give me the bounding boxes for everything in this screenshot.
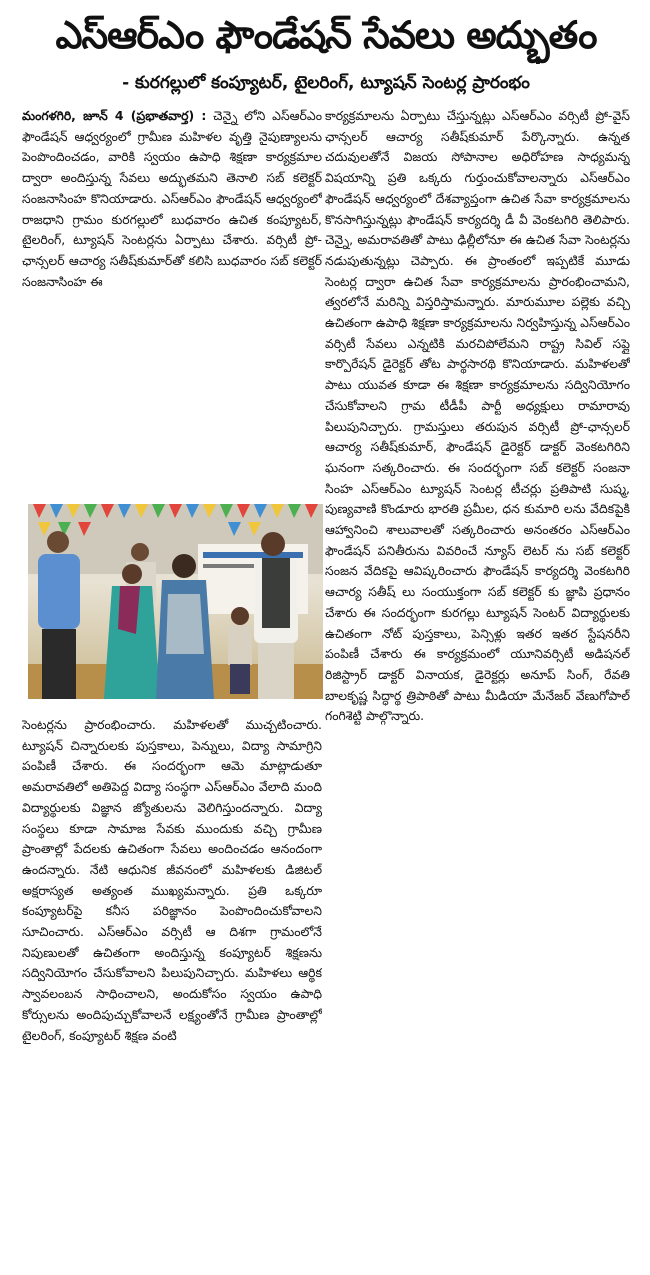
article-columns xyxy=(22,106,630,1275)
left-top-body: చెన్నై లోని ఎస్ఆర్ఎం ఫౌండేషన్ ఆధ్వర్యంలో గ్రామీణ మహిళల వృత్తి నైపుణ్యాలను పెంపొందించడం, వారికి స్వయం ఉపాధి శిక్షణా కార్యక్రమాల ద్వారా అందిస్తున్న సేవలు అద్భుతమని తెనాలి సబ్ కలెక్టర్ సంజనాసింహ కొనియాడారు. ఎస్ఆర్ఎం ఫౌండేషన్ ఆధ్వర్యంలో రాజధాని గ్రామం కురగల్లులో బుధవారం ఉచిత కంప్యూటర్, టైలరింగ్, ట్యూషన్ సెంటర్లను ఏర్పాటు చేశారు. వర్సిటీ ప్రో-ఛాన్సలర్ ఆచార్య సతీష్‌కుమార్‌తో కలిసి బుధవారం సబ్ కలెక్టర్ సంజనాసింహ ఈ xyxy=(22,108,322,289)
dateline: మంగళగిరి, జూన్ 4 (ప్రభాతవార్త) : xyxy=(22,108,207,123)
person-1 xyxy=(38,531,80,699)
subheadline: - కురగల్లులో కంప్యూటర్, టైలరింగ్, ట్యూషన్ సెంటర్ల ప్రారంభం xyxy=(122,73,530,93)
article-photo xyxy=(28,504,323,699)
left-column xyxy=(22,106,322,1275)
left-column-bottom-text: సెంటర్లను ప్రారంభించారు. మహిళలతో ముచ్చటించారు. ట్యూషన్ చిన్నారులకు పుస్తకాలు, పెన్నులు, విద్యా సామాగ్రిని పంపిణీ చేశారు. ఈ సందర్భంగా ఆమె మాట్లాడుతూ అమరావతిలో అతిపెద్ద విద్యా సంస్థగా ఎస్ఆర్ఎం వేలాది మంది విద్యార్థులకు విజ్ఞాన జ్యోతులను వెలిగిస్తుందన్నారు. విద్యా సంస్థలు కూడా సామాజ సేవకు ముందుకు వచ్చి గ్రామీణ ప్రాంతాల్లో పేదలకు ఉచితంగా సేవలు అందించడం ఆనందంగా ఉందన్నారు. నేటి ఆధునిక జీవనంలో మహిళలకు డిజిటల్ అక్షరాస్యత అత్యంత ముఖ్యమన్నారు. ప్రతి ఒక్కరూ కంప్యూటర్‌పై కనీస పరిజ్ఞానం పెంపొందించుకోవాలని సూచించారు. ఎస్ఆర్ఎం వర్సిటీ ఆ దిశగా గ్రామంలోనే నిపుణులతో ఉచితంగా అందిస్తున్న కంప్యూటర్ శిక్షణను సద్వినియోగం చేసుకోవాలని పిలుపునిచ్చారు. మహిళలు ఆర్థిక స్వావలంబన సాధించాలని, అందుకోసం స్వయం ఉపాధి కోర్సులను అందిపుచ్చుకోవాలనే లక్ష్యంతోనే గ్రామీణ ప్రాంతాల్లో టైలరింగ్, కంప్యూటర్ శిక్షణ వంటి xyxy=(22,717,322,1043)
newspaper-clipping xyxy=(0,6,650,1173)
left-column-top-text xyxy=(22,106,322,494)
right-column-text: కార్యక్రమాలను ఏర్పాటు చేస్తున్నట్లు ఎస్ఆర్ఎం వర్సిటీ ప్రో-వైస్ ఛాన్సలర్ ఆచార్య సతీష్‌కుమార్ పేర్కొన్నారు. ఉన్నత చదువులతోనే విజయ సోపానాల అధిరోహణ సాధ్యమన్న విషయాన్ని ప్రతి ఒక్కరు గుర్తుంచుకోవాలన్నారు ఎస్ఆర్ఎం ఫౌండేషన్ ఆధ్వర్యంలో దేశవ్యాప్తంగా ఉచిత సేవా కార్యక్రమాలను కొనసాగిస్తున్నట్లు ఫౌండేషన్ కార్యదర్శి డీ వీ వెంకటగిరి తెలిపారు. చెన్నై, అమరావతితో పాటు ఢిల్లీలోనూ ఈ ఉచిత సేవా సెంటర్లను నడుపుతున్నట్లు చెప్పారు. ఈ ప్రాంతంలో ఇప్పటికే మూడు సెంటర్ల ద్వారా ఉచిత సేవా కార్యక్రమాలను ప్రారంభించామని, త్వరలోనే మరిన్ని విస్తరిస్తామన్నారు. మారుమూల పల్లెకు వచ్చి ఉచితంగా ఉపాధి శిక్షణా కార్యక్రమాలను నిర్వహిస్తున్న ఎస్ఆర్ఎం వర్సిటీ సేవలు ఎన్నటికి మరచిపోలేమని రాష్ట్ర సివిల్ సప్లై కార్పొరేషన్ డైరెక్టర్ తోట పార్థసారథి కొనియాడారు. మహిళలతో పాటు యువత కూడా ఈ శిక్షణా కార్యక్రమాలను సద్వినియోగం చేసుకోవాలని గ్రామ టీడీపీ పార్టీ అధ్యక్షులు రామారావు పిలుపునిచ్చారు. గ్రామస్తులు తరుపున వర్సిటీ ప్రో-ఛాన్సలర్ ఆచార్య సతీష్‌కుమార్, ఫౌండేషన్ డైరెక్టర్ డాక్టర్ వెంకటగిరిని ఘనంగా సత్కరించారు. ఈ సందర్భంగా సబ్ కలెక్టర్ సంజనా సింహ ఎస్ఆర్ఎం ట్యూషన్ సెంటర్ల టీచర్లు ప్రతిపాటి సుష్మ, పుణ్యవాణి కొండూరు భారతి ప్రమీల, ధన కుమారి లను వేదికపైకి ఆహ్వానించి శాలువాలతో సత్కరించారు అనంతరం ఎస్ఆర్ఎం ఫౌండేషన్ పనితీరును వివరించే న్యూస్ లెటర్ ను సబ్ కలెక్టర్ సంజన వేదికపై ఆవిష్కరించారు ఫౌండేషన్ కార్యదర్శి వెంకటగిరి ఆచార్య సతీష్ లు సంయుక్తంగా సబ్ కలెక్టర్ కు జ్ఞాపి ప్రధానం చేశారు ఈ సందర్భంగా కురగల్లు ట్యూషన్ సెంటర్ విద్యార్థులకు ఉచితంగా నోట్ పుస్తకాలు, పెన్సిళ్లు ఇతర ఇతర స్టేషనరీని పంపిణీ చేశారు ఈ కార్యక్రమంలో యూనివర్సిటీ అడిషనల్ రిజిస్ట్రార్ డాక్టర్ వినాయక, డైరెక్టర్లు అనూప్ సింగ్, రేవతి బాలకృష్ణ సిద్ధార్థ త్రిపాఠితో పాటు మీడియా మేనేజర్ వేణుగోపాల్ గంగిశెట్టి పాల్గొన్నారు. xyxy=(325,108,630,724)
photo-illustration xyxy=(28,504,323,699)
child xyxy=(228,607,252,694)
right-column xyxy=(325,106,630,1275)
headline: ఎస్ఆర్ఎం ఫౌండేషన్ సేవలు అద్భుతం xyxy=(55,13,597,57)
